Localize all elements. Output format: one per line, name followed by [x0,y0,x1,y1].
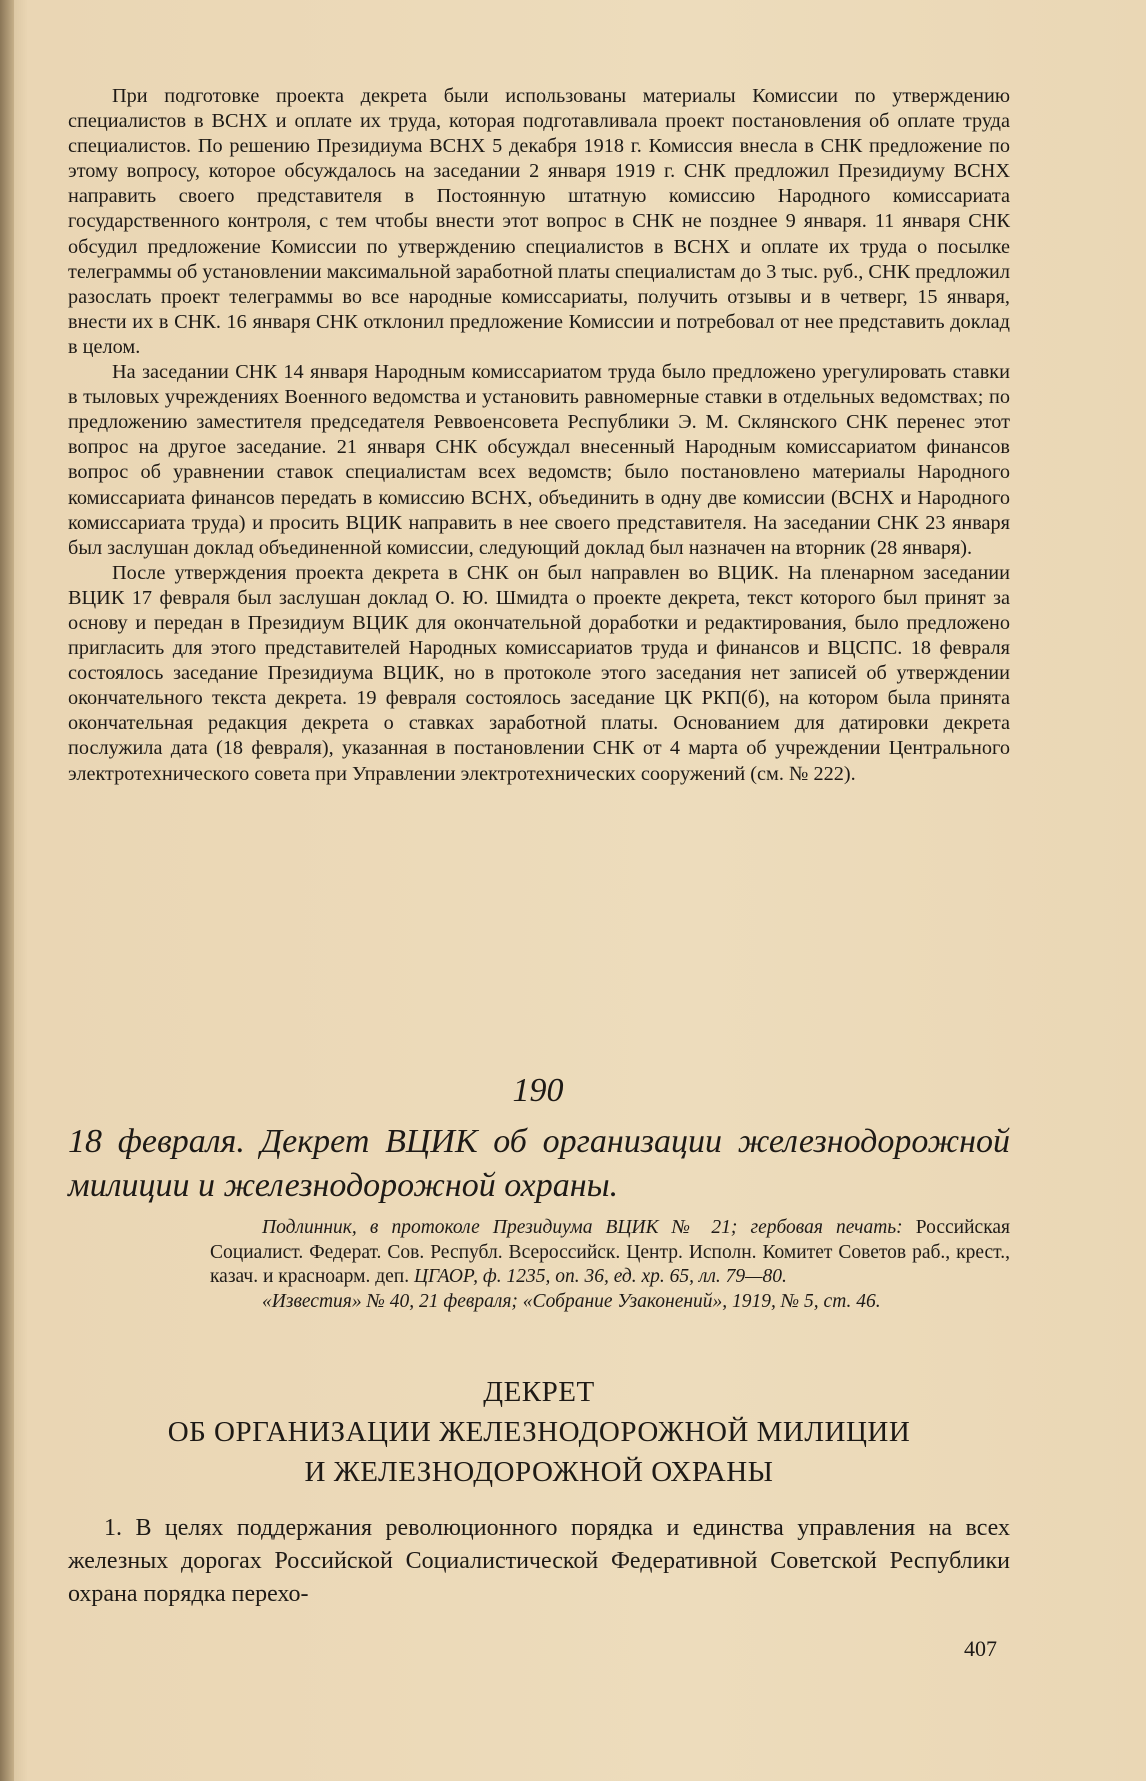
source-publication-ref: «Известия» № 40, 21 февраля; «Собрание Узаконений», 1919, № 5, ст. 46. [262,1290,881,1312]
commentary-paragraph: При подготовке проекта декрета были использованы материалы Комиссии по утверждению специалистов в ВСНХ и оплате их труда, которая подготавливала проект постановления об оплате труда специалистов. По решению Президиума ВСНХ 5 декабря 1918 г. Комиссия внесла в СНК предложение по этому вопросу, которое обсуждалось на заседании 2 января 1919 г. СНК предложил Президиуму ВСНХ направить своего представителя в Постоянную штатную комиссию Народного комиссариата государственного контроля, с тем чтобы внести этот вопрос в СНК не позднее 9 января. 11 января СНК обсудил предложение Комиссии по утверждению специалистов в ВСНХ и оплате их труда о посылке телеграммы об установлении максимальной заработной платы специалистам до 3 тыс. руб., СНК предложил разослать проект телеграммы во все народные комиссариаты, получить отзывы и в четверг, 15 января, внести их в СНК. 16 января СНК отклонил предложение Комиссии и потребовал от нее представить доклад в целом. [68,85,1010,358]
decree-title-line: ОБ ОРГАНИЗАЦИИ ЖЕЛЕЗНОДОРОЖНОЙ МИЛИЦИИ [167,1416,911,1448]
page-number: 407 [964,1636,997,1661]
commentary-text [68,84,1010,787]
source-publication [210,1290,1010,1315]
decree-body [68,1512,1010,1611]
source-note [210,1216,1010,1314]
commentary-paragraph: После утверждения проекта декрета в СНК он был направлен во ВЦИК. На пленарном заседании ВЦИК 17 февраля был заслушан доклад О. Ю. Шмидта о проекте декрета, текст которого был принят за основу и передан в Президиум ВЦИК для окончательной доработки и редактирования, было предложено пригласить для этого представителей Народных комиссариатов труда и финансов и ВЦСПС. 18 февраля состоялось заседание Президиума ВЦИК, но в протоколе этого заседания нет записей об утверждении окончательного текста декрета. 19 февраля состоялось заседание ЦК РКП(б), на котором была принята окончательная редакция декрета о ставках заработной платы. Основанием для датировки декрета послужила дата (18 февраля), указанная в постановлении СНК от 4 марта об учреждении Центрального электротехнического совета при Управлении электротехнических сооружений (см. № 222). [68,561,1010,785]
document-number: 190 [512,1072,564,1109]
book-spine-shadow [0,0,14,1781]
source-archive [210,1216,1010,1290]
decree-paragraph: 1. В целях поддержания революционного порядка и единства управления на всех железных дорогах Российской Социалистической Федеративной Советской Республики охрана порядка перехо- [68,1515,1010,1607]
decree-title-line: И ЖЕЛЕЗНОДОРОЖНОЙ ОХРАНЫ [304,1456,774,1488]
source-seal-text: Российская Социалист. Федерат. Сов. Республ. Всероссийск. Центр. Исполн. Комитет Советов раб., крест., казач. и красноарм. деп. [210,1217,1010,1287]
source-original-label: Подлинник, в протоколе Президиума ВЦИК № 21; гербовая печать: [262,1217,903,1238]
commentary-paragraph: На заседании СНК 14 января Народным комиссариатом труда было предложено урегулировать ставки в тыловых учреждениях Военного ведомства и установить равномерные ставки в отдельных ведомствах; по предложению заместителя председателя Реввоенсовета Республики Э. М. Склянского СНК перенес этот вопрос на другое заседание. 21 января СНК обсуждал внесенный Народным комиссариатом финансов вопрос об уравнении ставок специалистам всех ведомств; было постановлено материалы Народного комиссариата финансов передать в комиссию ВСНХ, объединить в одну две комиссии (ВСНХ и Народного комиссариата труда) и просить ВЦИК направить в нее своего представителя. На заседании СНК 23 января был заслушан доклад объединенной комиссии, следующий доклад был назначен на вторник (28 января). [68,361,1010,559]
document-heading: 18 февраля. Декрет ВЦИК об организации железнодорожной милиции и железнодорожной охраны. [68,1123,1010,1204]
decree-title [68,1372,1010,1492]
decree-title-line: ДЕКРЕТ [483,1376,595,1408]
source-archive-ref: ЦГАОР, ф. 1235, оп. 36, ед. хр. 65, лл. 79—80. [413,1266,787,1287]
